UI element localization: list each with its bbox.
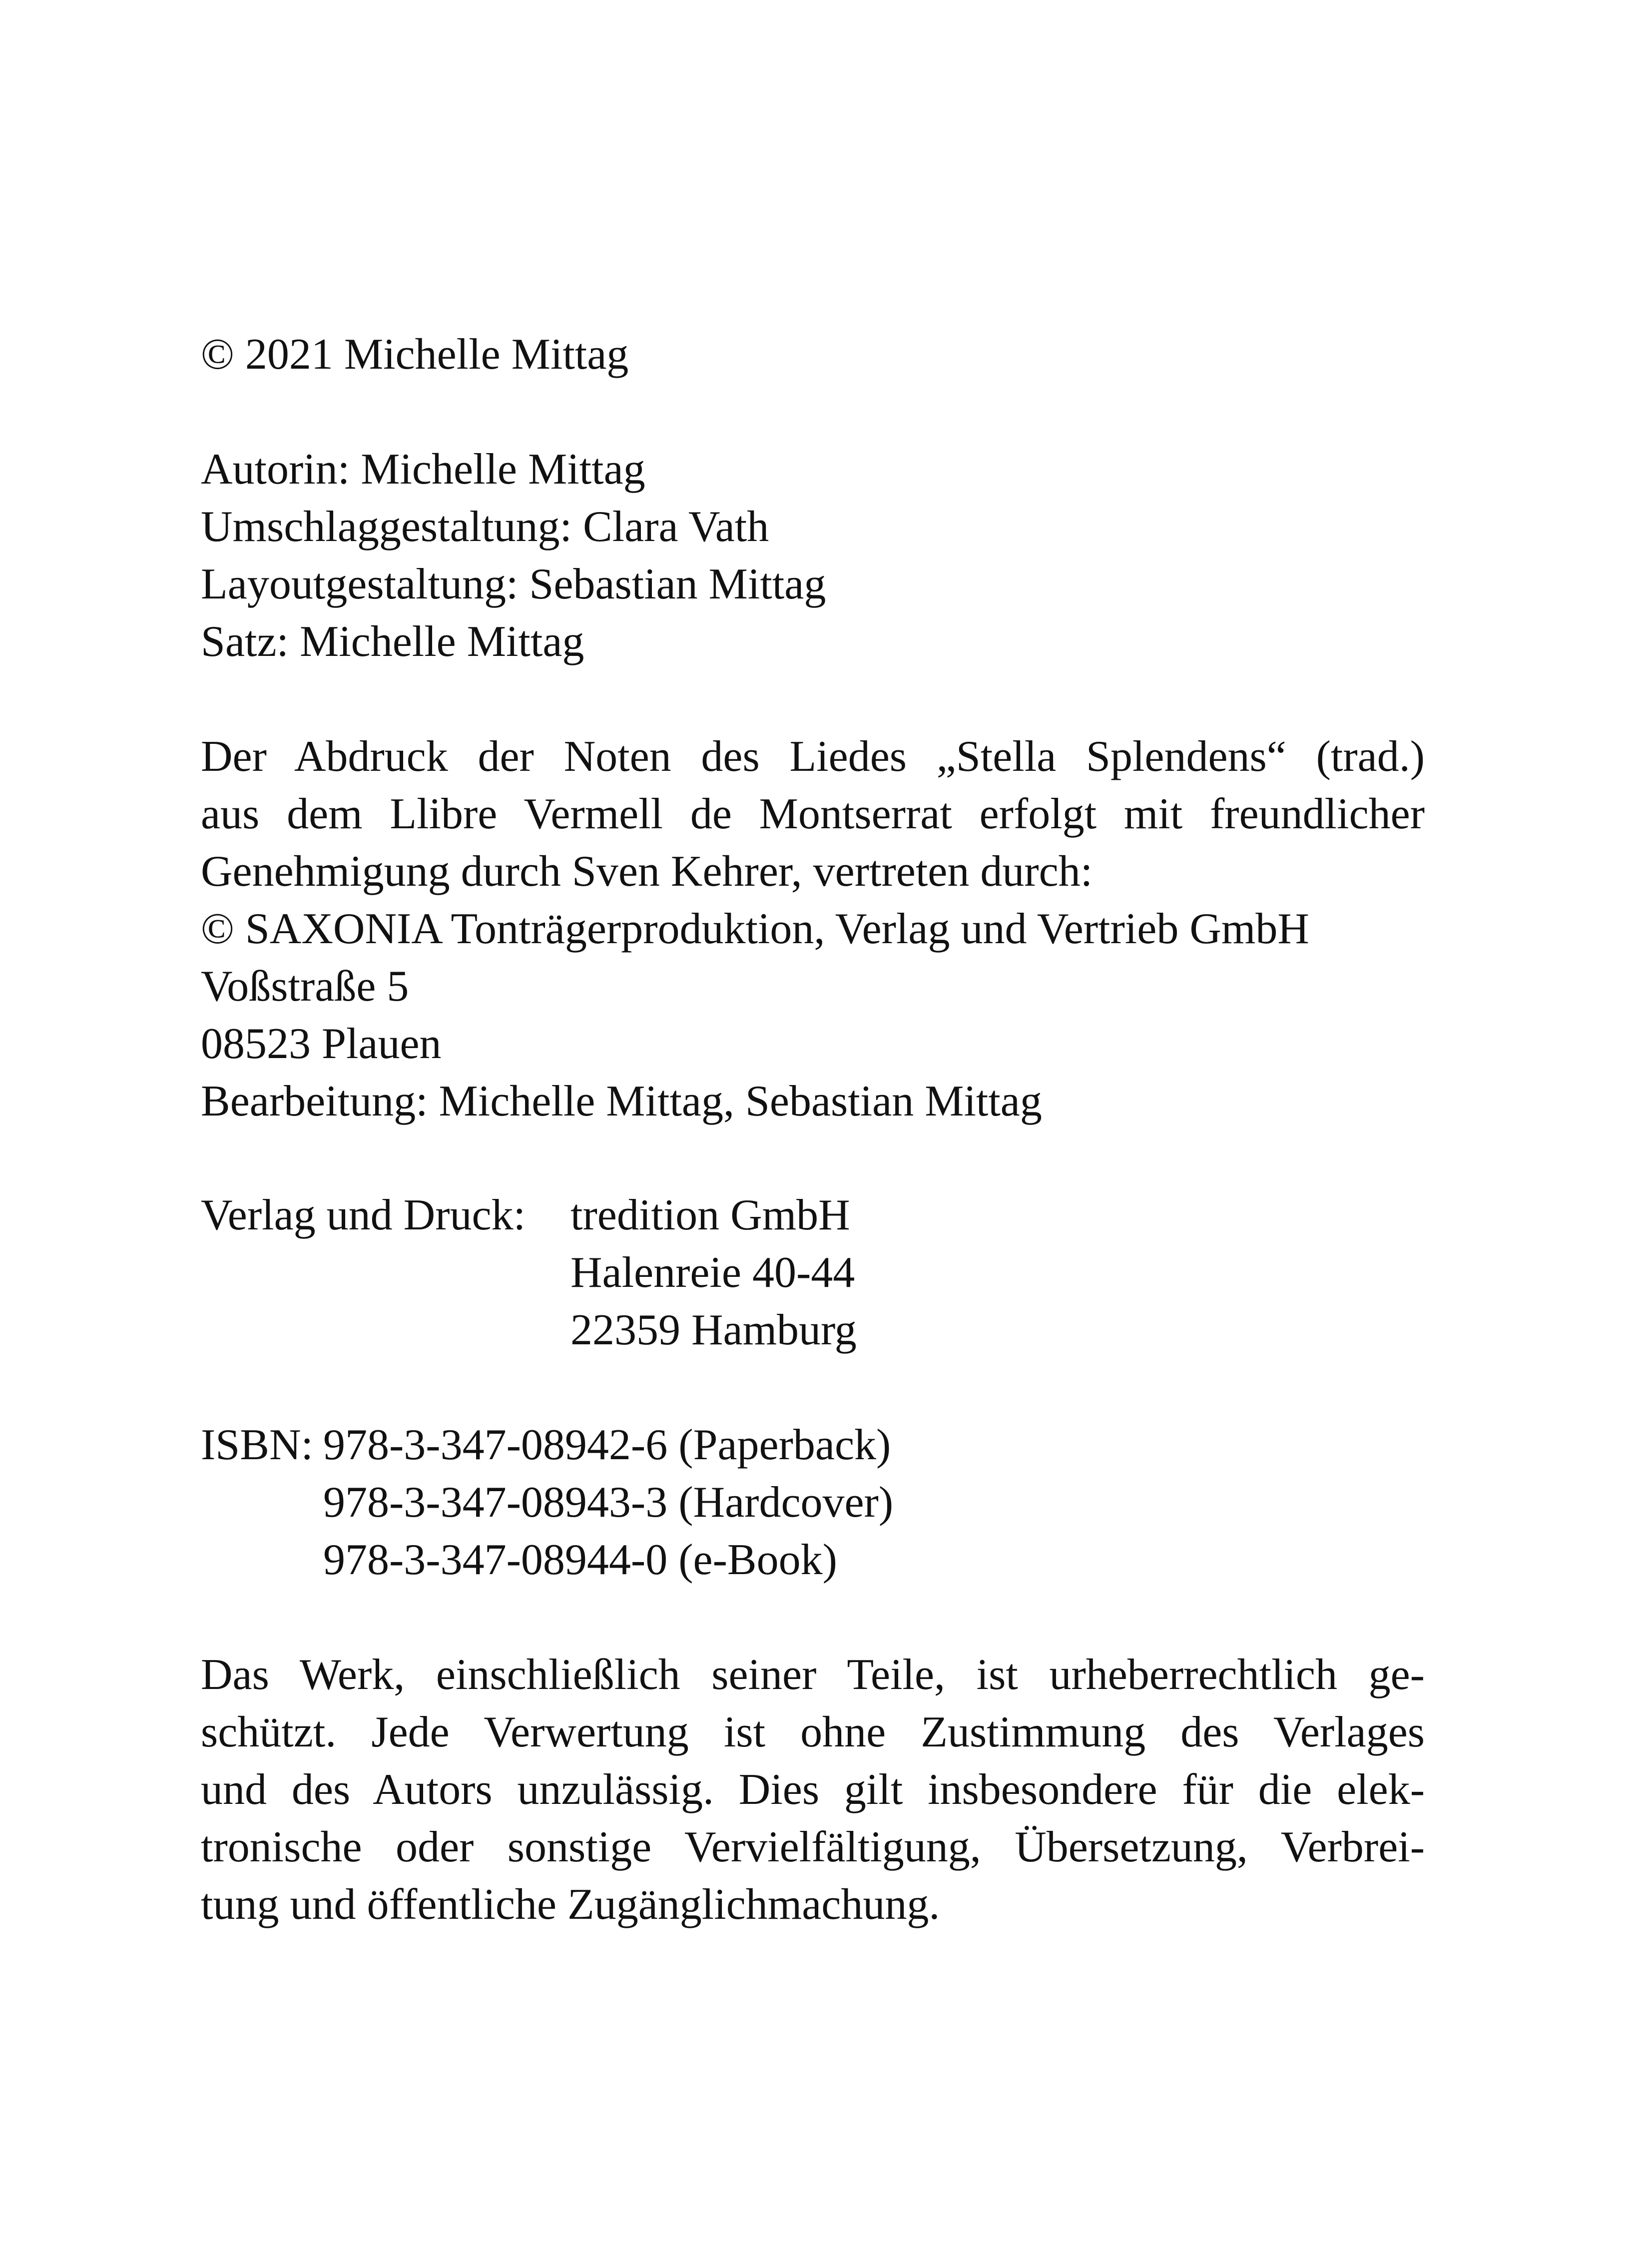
- rights-notice-line: tronische oder sonstige Vervielfältigung, Übersetzung, Verbrei-: [201, 1823, 1425, 1871]
- music-permission-block: [201, 728, 1425, 1130]
- publisher-street: Halenreie 40-44: [570, 1248, 855, 1297]
- imprint-page: [201, 0, 1425, 2242]
- copyright-line: © 2021 Michelle Mittag: [201, 330, 629, 379]
- rights-notice-line: und des Autors unzulässig. Dies gilt insbesondere für die elek-: [201, 1765, 1425, 1814]
- rights-notice-line: tung und öffentliche Zugänglichmachung.: [201, 1880, 940, 1929]
- isbn-hardcover: 978-3-347-08943-3 (Hardcover): [323, 1478, 894, 1527]
- music-notice-city: 08523 Plauen: [201, 1020, 442, 1068]
- music-notice-arrangement: Bearbeitung: Michelle Mittag, Sebastian Mittag: [201, 1077, 1042, 1125]
- isbn-paperback: 978-3-347-08942-6 (Paperback): [323, 1421, 891, 1469]
- isbn-ebook: 978-3-347-08944-0 (e-Book): [323, 1536, 837, 1584]
- publisher-name: tredition GmbH: [570, 1191, 850, 1239]
- rights-notice-block: [201, 1646, 1425, 1933]
- music-notice-rights-holder: © SAXONIA Tonträgerproduktion, Verlag und Vertrieb GmbH: [201, 905, 1309, 953]
- credit-typesetting: Satz: Michelle Mittag: [201, 617, 584, 666]
- isbn-label: ISBN:: [201, 1421, 313, 1469]
- publisher-label: Verlag und Druck:: [201, 1191, 526, 1239]
- rights-notice-line: Das Werk, einschließlich seiner Teile, ist urheberrechtlich ge-: [201, 1651, 1425, 1699]
- music-notice-line: Der Abdruck der Noten des Liedes „Stella Splendens“ (trad.): [201, 732, 1425, 781]
- credit-author: Autorin: Michelle Mittag: [201, 445, 645, 494]
- music-notice-street: Voßstraße 5: [201, 962, 409, 1011]
- copyright-block: [201, 326, 1425, 383]
- music-notice-line: aus dem Llibre Vermell de Montserrat erfolgt mit freundlicher: [201, 790, 1425, 838]
- credit-layout-design: Layoutgestaltung: Sebastian Mittag: [201, 560, 826, 608]
- isbn-block: [201, 1416, 1425, 1589]
- rights-notice-line: schützt. Jede Verwertung ist ohne Zustimmung des Verlages: [201, 1708, 1425, 1756]
- publisher-block: [201, 1186, 1425, 1359]
- publisher-city: 22359 Hamburg: [570, 1306, 857, 1354]
- credit-cover-design: Umschlaggestaltung: Clara Vath: [201, 503, 769, 551]
- music-notice-line: Genehmigung durch Sven Kehrer, vertreten durch:: [201, 847, 1093, 896]
- credits-block: [201, 441, 1425, 670]
